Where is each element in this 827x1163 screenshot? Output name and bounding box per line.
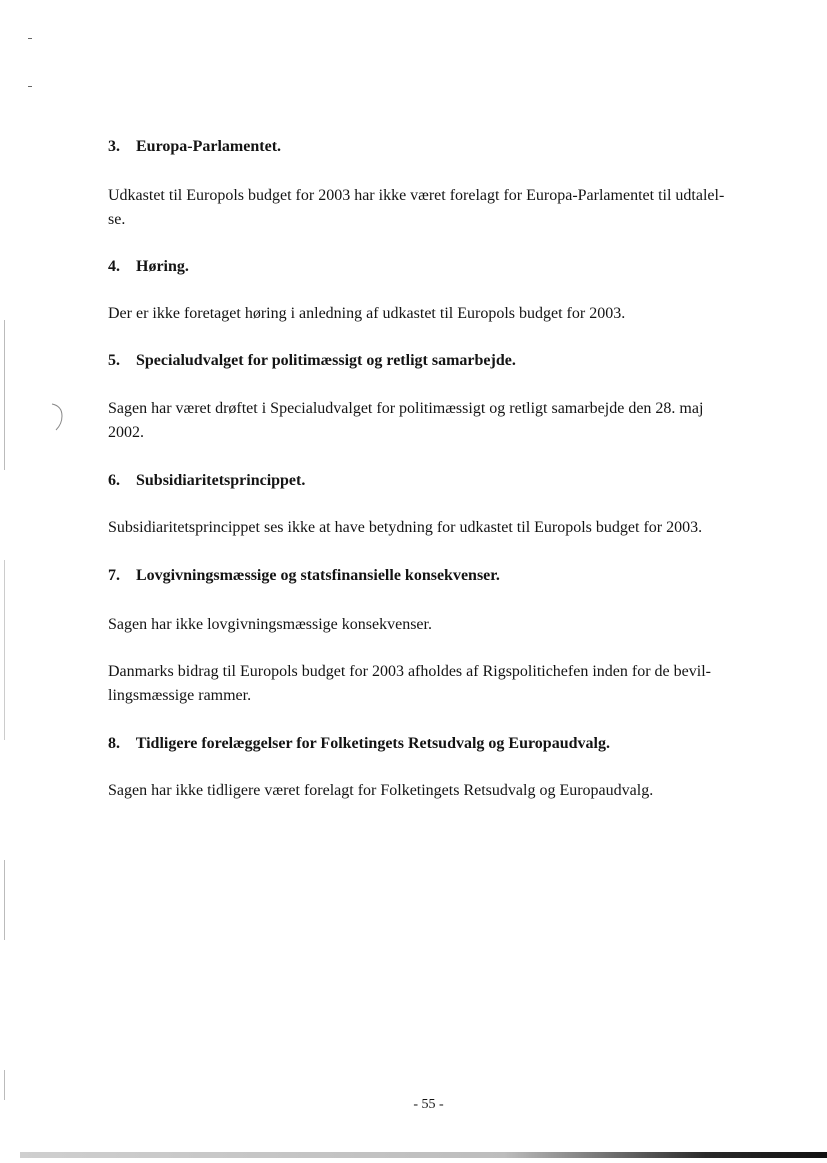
text-line: lingsmæssige rammer. [108, 687, 252, 704]
section-number: 8. [108, 735, 120, 752]
section-heading-8 [108, 734, 610, 754]
section-title: Specialudvalget for politimæssigt og retligt samarbejde. [136, 352, 516, 369]
section-title: Lovgivningsmæssige og statsfinansielle konsekvenser. [136, 567, 500, 584]
section-heading-7 [108, 566, 500, 586]
section-8-paragraph [108, 779, 758, 803]
section-title: Høring. [136, 258, 189, 275]
section-number: 3. [108, 138, 120, 155]
section-heading-6 [108, 471, 305, 491]
section-title: Tidligere forelæggelser for Folketingets Retsudvalg og Europaudvalg. [135, 735, 610, 752]
section-title: Europa-Parlamentet. [136, 138, 282, 155]
text-line: Sagen har ikke tidligere været forelagt for Folketingets Retsudvalg og Europaudvalg. [108, 782, 654, 799]
text-line: Der er ikke foretaget høring i anledning af udkastet til Europols budget for 2003. [108, 305, 626, 322]
section-number: 4. [108, 258, 120, 275]
scan-speck [28, 38, 32, 39]
section-number: 5. [108, 352, 120, 369]
section-heading-4 [108, 257, 189, 277]
punch-hole-mark [50, 402, 66, 432]
section-number: 6. [108, 472, 120, 489]
scan-speck [28, 86, 32, 87]
page-number: - 55 - [413, 1097, 444, 1112]
section-4-paragraph [108, 302, 758, 326]
scan-edge-line [4, 560, 5, 740]
section-number: 7. [108, 567, 120, 584]
section-heading-5 [108, 351, 516, 371]
scan-edge-line [4, 320, 5, 470]
text-line: 2002. [108, 424, 144, 441]
section-5-paragraph [108, 397, 758, 445]
scan-edge-line [4, 1070, 5, 1100]
text-line: se. [108, 211, 126, 228]
text-line: Sagen har ikke lovgivningsmæssige konsekvenser. [108, 616, 432, 633]
text-line: Danmarks bidrag til Europols budget for 2003 afholdes af Rigspolitichefen inden for de bevil- [108, 663, 711, 680]
text-line: Udkastet til Europols budget for 2003 har ikke været forelagt for Europa-Parlamentet til udtalel- [108, 187, 725, 204]
text-line: Subsidiaritetsprincippet ses ikke at have betydning for udkastet til Europols budget for 2003. [108, 519, 703, 536]
section-heading-3 [108, 137, 281, 157]
section-6-paragraph [108, 516, 758, 540]
section-7-paragraph-1 [108, 613, 758, 637]
text-line: Sagen har været drøftet i Specialudvalget for politimæssigt og retligt samarbejde den 28. maj [108, 400, 704, 417]
section-title: Subsidiaritetsprincippet. [136, 472, 306, 489]
section-3-paragraph [108, 184, 758, 232]
section-7-paragraph-2 [108, 660, 758, 708]
scan-edge-line [4, 860, 5, 940]
scan-bottom-edge [20, 1152, 827, 1158]
